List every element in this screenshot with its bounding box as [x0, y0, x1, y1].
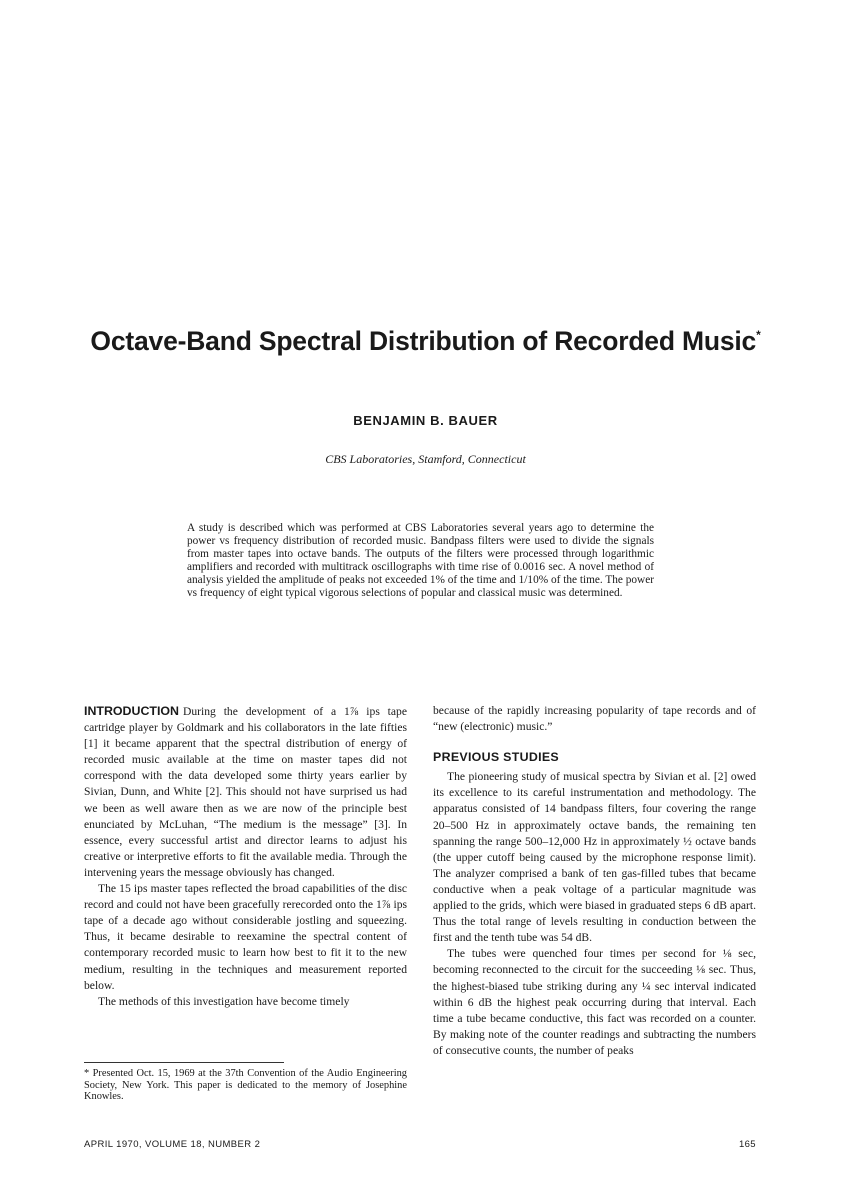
right-column [433, 703, 756, 1059]
journal-issue: APRIL 1970, VOLUME 18, NUMBER 2 [84, 1139, 261, 1150]
footnote [84, 1062, 407, 1103]
paper-title: Octave-Band Spectral Distribution of Recorded Music* [90, 326, 761, 356]
intro-heading: INTRODUCTION [84, 704, 179, 718]
page-number: 165 [738, 1139, 756, 1150]
intro-paragraph-2: The 15 ips master tapes reflected the broad capabilities of the disc record and could not have been gracefully rerecorded onto the 1⅞ ips tape of a decade ago without considerable jostling and squeezing. Thus, it became desirable to reexamine the spectral content of contemporary recorded music to learn how best to fit it to the new medium, resulting in the techniques and measurement reported below. [84, 882, 407, 992]
abstract: A study is described which was performed at CBS Laboratories several years ago to determine the power vs frequency distribution of recorded music. Bandpass filters were used to divide the signals from master tapes into octave bands. The outputs of the filters were processed through logarithmic amplifiers and recorded with multitrack oscillographs with time rise of 0.0016 sec. A novel method of analysis yielded the amplitude of peaks not exceeded 1% of the time and 1/10% of the time. The power vs frequency of eight typical vigorous selections of popular and classical music was determined. [187, 522, 654, 599]
intro-paragraph-3: The methods of this investigation have become timely [98, 994, 350, 1008]
footnote-text: * Presented Oct. 15, 1969 at the 37th Convention of the Audio Engineering Society, New York. This paper is dedicated to the memory of Josephine Knowles. [84, 1068, 407, 1102]
previous-studies-paragraph-1: The pioneering study of musical spectra by Sivian et al. [2] owed its excellence to its careful instrumentation and methodology. The apparatus consisted of 14 bandpass filters, four covering the range 20–500 Hz in approximately octave bands, the remaining ten spanning the range 500–12,000 Hz in approximately ½ octave bands (the upper cutoff being caused by the microphone response limit). The analyzer comprised a bank of ten gas-filled tubes that became conductive when a peak voltage of a particular magnitude was applied to the grids, which were biased in graduated steps 6 dB apart. Thus the total range of levels resulting in conduction between the first and the tenth tube was 54 dB. [433, 770, 756, 945]
intro-paragraph-continued: because of the rapidly increasing popularity of tape records and of “new (electronic) music.” [433, 704, 756, 734]
title-footnote-mark: * [756, 328, 761, 342]
author-name: BENJAMIN B. BAUER [353, 413, 498, 428]
previous-studies-paragraph-2: The tubes were quenched four times per second for ⅛ sec, becoming reconnected to the circuit for the succeeding ⅛ sec. Thus, the highest-biased tube striking during any ¼ sec interval indicated within 6 dB the highest peak occurring during that interval. Each time a tube became conductive, this fact was recorded on a counter. By making note of the counter readings and subtracting the numbers of consecutive counts, the number of peaks [433, 947, 756, 1057]
left-column [84, 703, 407, 1010]
intro-paragraph-1: INTRODUCTION During the development of a 1⅞ ips tape cartridge player by Goldmark and his collaborators in the late fifties [1] it became apparent that the spectral distribution of energy of recorded music available at the time on master tapes did not correspond with the data developed some thirty years earlier by Sivian, Dunn, and White [2]. This should not have surprised us had we been as well aware then as we are now of the principle best enunciated by McLuhan, “The medium is the message” [3]. In essence, every successful artist and director learns to adjust his creative or interpretive efforts to fit the available media. Through the intervening years the message obviously has changed. [84, 704, 407, 879]
section-heading-previous-studies: PREVIOUS STUDIES [433, 750, 559, 765]
author-affiliation: CBS Laboratories, Stamford, Connecticut [325, 452, 526, 466]
